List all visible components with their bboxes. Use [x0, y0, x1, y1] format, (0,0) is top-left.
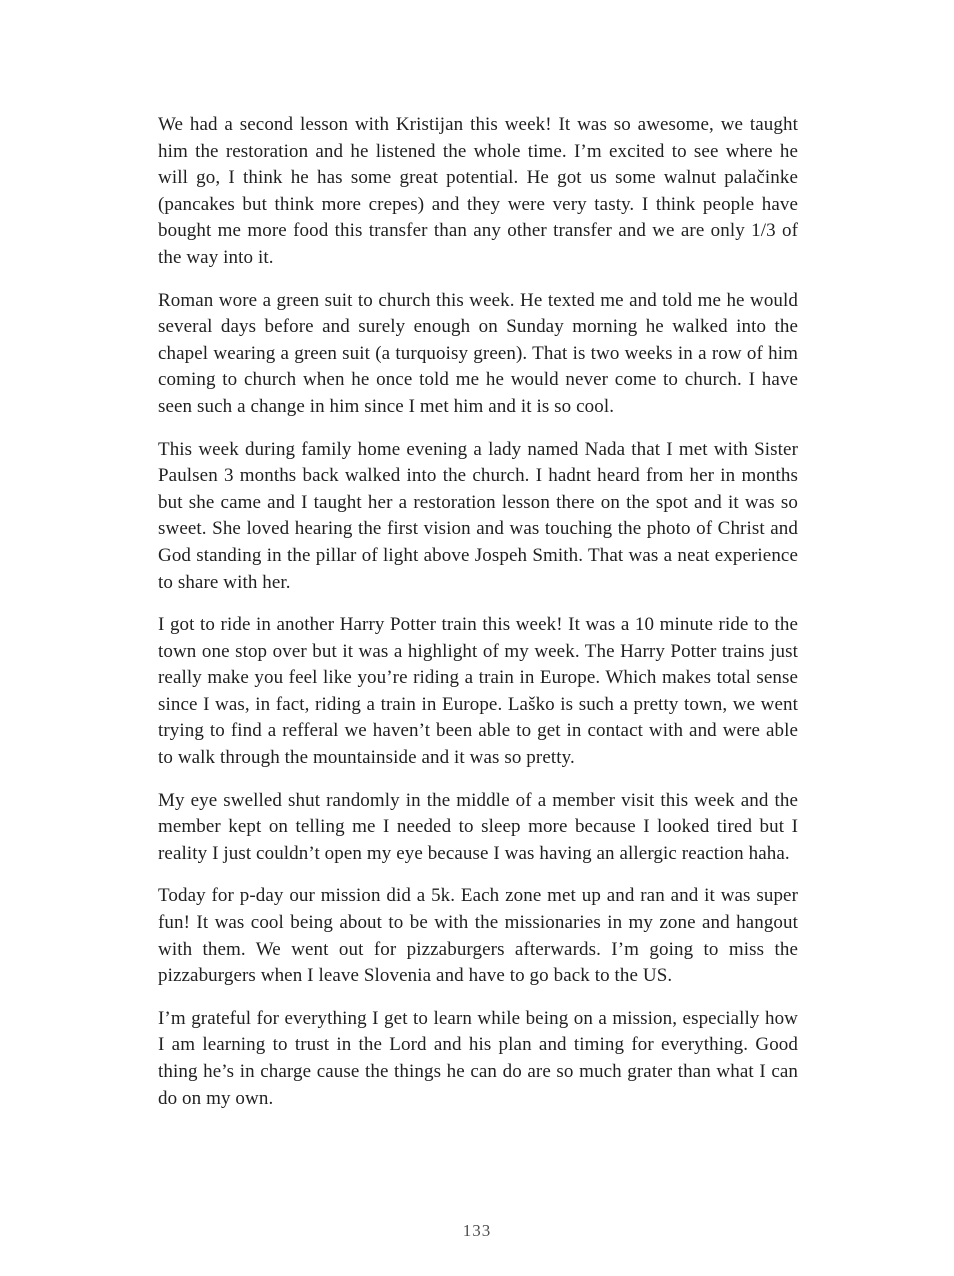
paragraph: We had a second lesson with Kristijan this week! It was so awesome, we taught him the restoration and he listened the whole time. I’m excited to see where he will go, I think he has some great potential. He got us some walnut palačinke (pancakes but think more crepes) and they were very tasty. I think people have bought me more food this transfer than any other transfer and we are only 1/3 of the way into it.	[158, 114, 798, 268]
page-footer	[0, 1221, 954, 1241]
document-text	[158, 112, 798, 1128]
paragraph: Roman wore a green suit to church this week. He texted me and told me he would several days before and surely enough on Sunday morning he walked into the chapel wearing a green suit (a turquoisy green). That is two weeks in a row of him coming to church when he once told me he would never come to church. I have seen such a change in him since I met him and it is so cool.	[158, 289, 798, 417]
paragraph: My eye swelled shut randomly in the middle of a member visit this week and the member kept on telling me I needed to sleep more because I looked tired but I reality I just couldn’t open my eye because I was having an allergic reaction haha.	[158, 789, 798, 864]
paragraph: This week during family home evening a lady named Nada that I met with Sister Paulsen 3 months back walked into the church. I hadnt heard from her in months but she came and I taught her a restoration lesson there on the spot and it was so sweet. She loved hearing the first vision and was touching the photo of Christ and God standing in the pillar of light above Jospeh Smith. That was a neat experience to share with her.	[158, 438, 798, 593]
paragraph: I got to ride in another Harry Potter train this week! It was a 10 minute ride to the town one stop over but it was a highlight of my week. The Harry Potter trains just really make you feel like you’re riding a train in Europe. Which makes total sense since I was, in fact, riding a train in Europe. Laško is such a pretty town, we went trying to find a refferal we haven’t been able to get in contact with and were able to walk through the mountainside and it was so pretty.	[158, 614, 798, 769]
paragraph: I’m grateful for everything I get to learn while being on a mission, especially how I am learning to trust in the Lord and his plan and timing for everything. Good thing he’s in charge cause the things he can do are so much grater than what I can do on my own.	[158, 1007, 798, 1109]
page-number: 133	[462, 1221, 492, 1240]
paragraph: Today for p-day our mission did a 5k. Each zone met up and ran and it was super fun! It was cool being about to be with the missionaries in my zone and hangout with them. We went out for pizzaburgers afterwards. I’m going to miss the pizzaburgers when I leave Slovenia and have to go back to the US.	[158, 885, 798, 987]
